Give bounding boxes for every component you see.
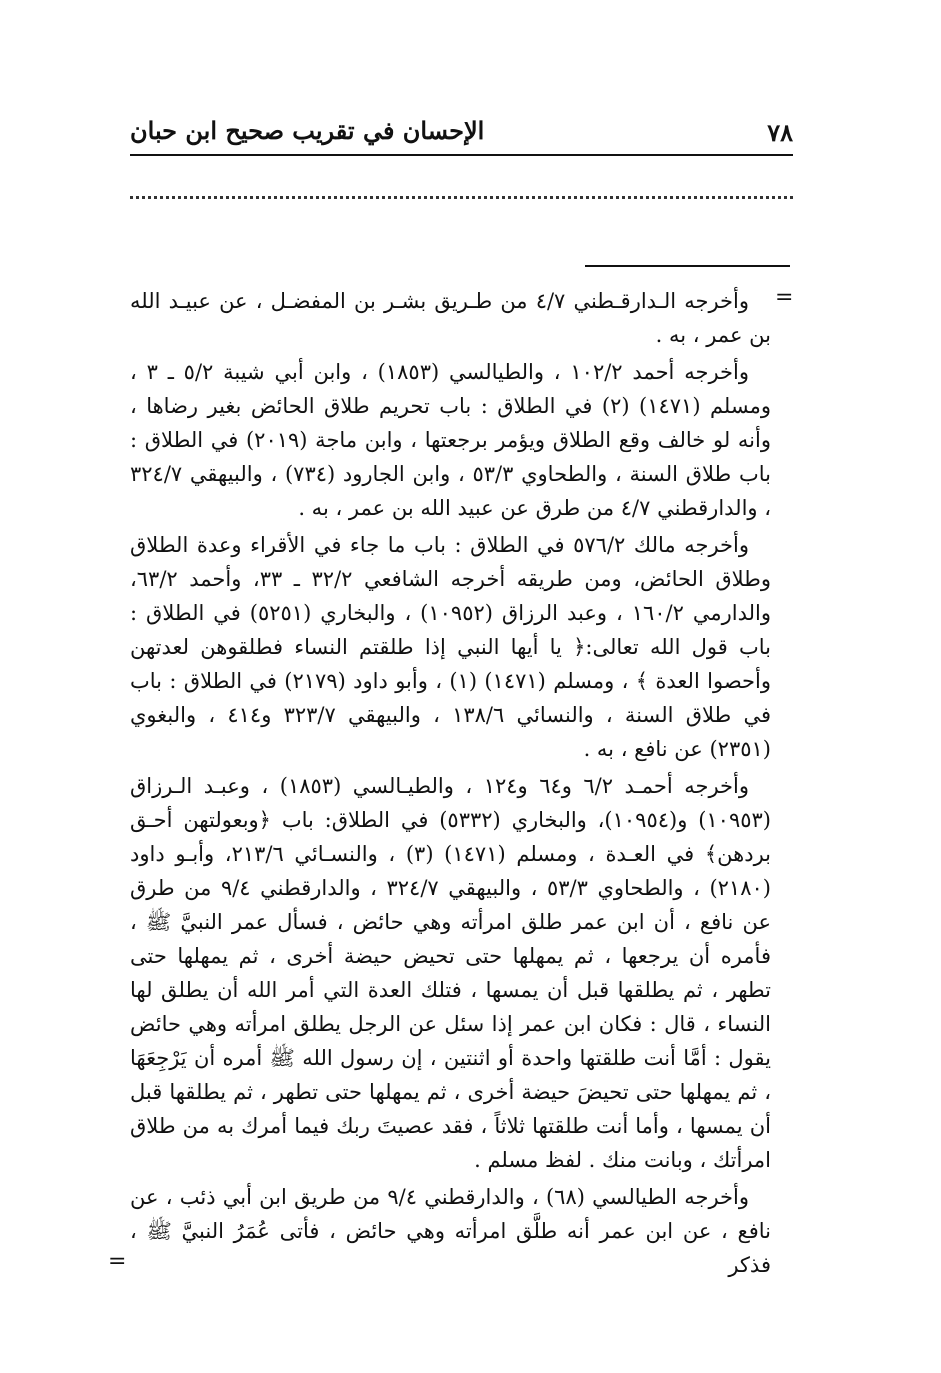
footnote-paragraph: وأخرجه أحمد ١٠٢/٢ ، والطيالسي (١٨٥٣) ، وابن أبي شيبة ٥/٢ ـ ٣ ، ومسلم (١٤٧١) (٢) في الطلاق : باب تحريم طلاق الحائض بغير رضاها ، وأنه لو خالف وقع الطلاق ويؤمر برجعتها ، وابن ماجة (٢٠١٩) في الطلاق : باب طلاق السنة ، والطحاوي ٥٣/٣ ، وابن الجارود (٧٣٤) ، والبيهقي ٣٢٤/٧ ، والدارقطني ٤/٧ من طرق عن عبيد الله بن عمر ، به .: [130, 360, 772, 520]
footnote-paragraph: وأخرجه مالك ٥٧٦/٢ في الطلاق : باب ما جاء في الأقراء وعدة الطلاق وطلاق الحائض، ومن طريقه أخرجه الشافعي ٣٢/٢ ـ ٣٣، وأحمد ٦٣/٢، والدارمي ١٦٠/٢ ، وعبد الرزاق (١٠٩٥٢) ، والبخاري (٥٢٥١) في الطلاق : باب قول الله تعالى:﴿ يا أيها النبي إذا طلقتم النساء فطلقوهن لعدتهن وأحصوا العدة ﴾ ، ومسلم (١٤٧١) (١) ، وأبو داود (٢١٧٩) في الطلاق : باب في طلاق السنة ، والنسائي ١٣٨/٦ ، والبيهقي ٣٢٣/٧ و٤١٤ ، والبغوي (٢٣٥١) عن نافع ، به .: [130, 533, 772, 761]
footnote-paragraph: وأخرجه الطيالسي (٦٨) ، والدارقطني ٩/٤ من طريق ابن أبي ذئب ، عن نافع ، عن ابن عمر أنه طلَّق امرأته وهي حائض ، فأتى عُمَرُ النبيَّ ﷺ ، فذكر: [130, 1185, 771, 1277]
dotted-separator: [130, 196, 793, 205]
continuation-marker-end: =: [108, 1249, 127, 1274]
footnote-rule: [585, 265, 790, 267]
page-header: [130, 112, 793, 156]
footnote-paragraph: وأخرجه أحمـد ٦/٢ و٦٤ و١٢٤ ، والطيـالسي (١٨٥٣) ، وعبـد الـرزاق (١٠٩٥٣) و(١٠٩٥٤)، والبخاري (٥٣٣٢) في الطلاق: باب ﴿وبعولتهن أحـق بردهن﴾ في العـدة ، ومسلم (١٤٧١) (٣) ، والنسـائي ٢١٣/٦، وأبـو داود (٢١٨٠) ، والطحاوي ٥٣/٣ ، والبيهقي ٣٢٤/٧ ، والدارقطني ٩/٤ من طرق عن نافع ، أن ابن عمر طلق امرأته وهي حائض ، فسأل عمر النبيَّ ﷺ ، فأمره أن يرجعها ، ثم يمهلها حتى تحيض حيضة أخرى ، ثم يمهلها حتى تطهر ، ثم يطلقها قبل أن يمسها ، فتلك العدة التي أمر الله أن يطلق لها النساء ، قال : فكان ابن عمر إذا سئل عن الرجل يطلق امرأته وهي حائض يقول : أمَّا أنت طلقتها واحدة أو اثنتين ، إن رسول الله ﷺ أمره أن يَرْجِعَهَا ، ثم يمهلها حتى تحيضَ حيضة أخرى ، ثم يمهلها حتى تطهر ، ثم يطلقها قبل أن يمسها ، وأما أنت طلقتها ثلاثاً ، فقد عصيتَ ربك فيما أمرك به من طلاق امرأتك ، وبانت منك . لفظ مسلم .: [130, 774, 771, 1172]
continuation-marker: =: [775, 285, 794, 310]
running-title: الإحسان في تقريب صحيح ابن حبان: [130, 116, 485, 145]
footnote-paragraph: وأخرجه الـدارقـطني ٤/٧ من طـريق بشـر بن المفضـل ، عن عبيـد الله بن عمر ، به .: [130, 289, 771, 347]
footnotes-section: [130, 284, 771, 1285]
page-number: ٧٨: [767, 118, 793, 147]
